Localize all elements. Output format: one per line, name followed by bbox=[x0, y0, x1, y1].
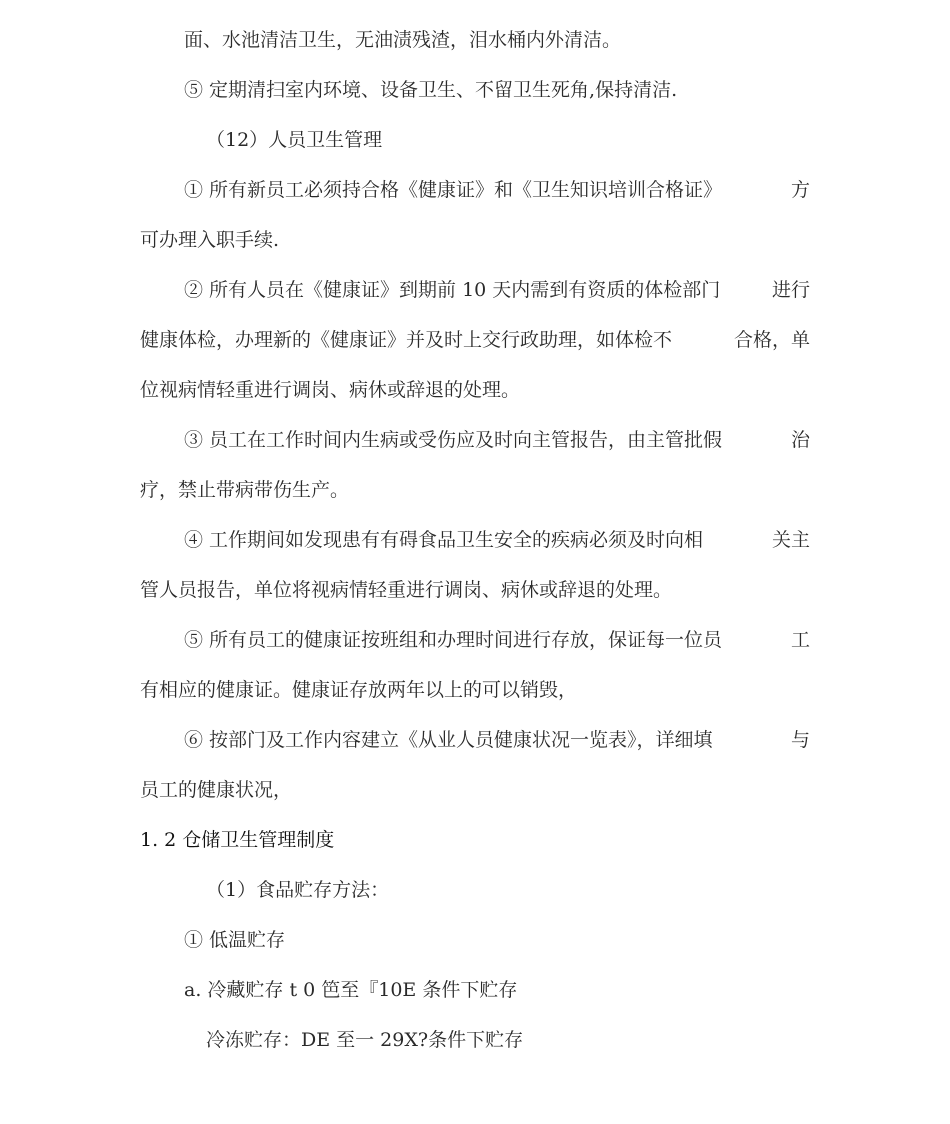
paragraph-line bbox=[184, 728, 810, 752]
line-text: 方 bbox=[790, 179, 810, 201]
paragraph-line: 疗，禁止带病带伤生产。 bbox=[140, 479, 350, 501]
line-text: 与 bbox=[790, 729, 810, 751]
line-text: ⑥ 按部门及工作内容建立《从业人员健康状况一览表》，详细填 bbox=[184, 729, 713, 751]
paragraph-line: ① 低温贮存 bbox=[184, 929, 286, 951]
paragraph-line: a. 冷藏贮存 t 0 笆至『10E 条件下贮存 bbox=[184, 979, 518, 1001]
paragraph-line bbox=[184, 428, 810, 452]
paragraph-line bbox=[140, 328, 810, 352]
section-heading: （12）人员卫生管理 bbox=[206, 129, 383, 151]
paragraph-line bbox=[184, 528, 810, 552]
paragraph-line bbox=[184, 628, 810, 652]
line-text: 治 bbox=[790, 429, 810, 451]
line-text: ⑤ 所有员工的健康证按班组和办理时间进行存放，保证每一位员 bbox=[184, 629, 723, 651]
line-text: 合格，单 bbox=[733, 329, 810, 351]
paragraph-line: 位视病情轻重进行调岗、病休或辞退的处理。 bbox=[140, 379, 521, 401]
paragraph-line: ⑤ 定期清扫室内环境、设备卫生、不留卫生死角,保持清洁. bbox=[184, 79, 678, 101]
paragraph-line: 冷冻贮存：DE 至一 29X?条件下贮存 bbox=[206, 1029, 524, 1051]
line-text: 进行 bbox=[771, 279, 810, 301]
line-text: ① 所有新员工必须持合格《健康证》和《卫生知识培训合格证》 bbox=[184, 179, 723, 201]
line-text: ④ 工作期间如发现患有有碍食品卫生安全的疾病必须及时向相 bbox=[184, 529, 704, 551]
section-heading: 1. 2 仓储卫生管理制度 bbox=[140, 829, 335, 851]
paragraph-line: 有相应的健康证。健康证存放两年以上的可以销毁， bbox=[140, 679, 578, 701]
paragraph-line: 面、水池清洁卫生，无油渍残渣，泪水桶内外清洁。 bbox=[184, 29, 622, 51]
paragraph-line: 可办理入职手续. bbox=[140, 229, 280, 251]
paragraph-line bbox=[184, 178, 810, 202]
paragraph-line: 管人员报告，单位将视病情轻重进行调岗、病休或辞退的处理。 bbox=[140, 579, 673, 601]
line-text: ② 所有人员在《健康证》到期前 10 天内需到有资质的体检部门 bbox=[184, 279, 721, 301]
paragraph-line: 员工的健康状况， bbox=[140, 779, 293, 801]
subsection-heading: （1）食品贮存方法： bbox=[206, 879, 390, 901]
line-text: ③ 员工在工作时间内生病或受伤应及时向主管报告，由主管批假 bbox=[184, 429, 723, 451]
line-text: 健康体检，办理新的《健康证》并及时上交行政助理，如体检不 bbox=[140, 329, 673, 351]
paragraph-line bbox=[184, 278, 810, 302]
line-text: 关主 bbox=[771, 529, 810, 551]
line-text: 工 bbox=[790, 629, 810, 651]
